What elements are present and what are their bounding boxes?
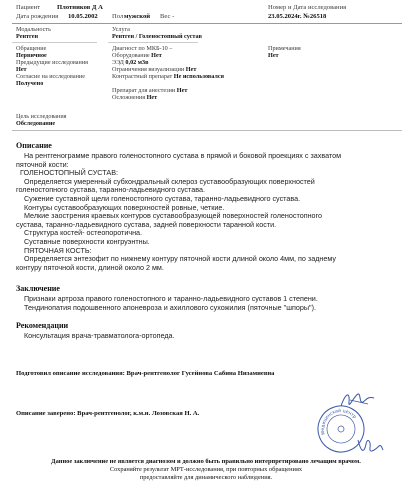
birth-date: 10.05.2002 [68, 13, 98, 20]
conclusion-title: Заключение [16, 284, 60, 293]
header-rule [12, 23, 402, 24]
description-line: Мелкие заострения краевых контуров суставообразующей поверхностей голеностопного [16, 211, 323, 221]
diag-label: Диагност по МКБ-10 – [112, 45, 173, 52]
meta-rule-mid [108, 42, 198, 43]
description-line: Контуры суставообразующих поверхностей ровные, четкие. [16, 202, 225, 212]
verified-by: Описание заверено: Врач-рентгенолог, к.м.н. Лозовская Н. А. [16, 410, 200, 417]
sex-value: мужской [124, 13, 151, 20]
prepared-by: Подготовил описание исследования: Врач-рентгенолог Гусейнова Сабина Низамиевна [16, 370, 275, 377]
patient-label: Пациент [16, 4, 41, 11]
referral-label: Обращение [16, 45, 47, 52]
birth-label: Дата рождения [16, 13, 59, 20]
anesth-label: Препарат для анестезии [112, 87, 176, 94]
weight-label: Вес - [160, 13, 175, 20]
description-line: Определяется энтезофит по нижнему контуру пяточной кости длиной около 4мм, по заднему [16, 254, 336, 264]
conclusion-line: Признаки артроза правого голеностопного и таранно-ладьевидного суставов 1 степени. [16, 294, 318, 303]
description-line: Суставные поверхности конгруэнтны. [16, 236, 150, 246]
goal-value: Обследование [16, 120, 56, 127]
prev-value: Нет [16, 66, 27, 73]
contrast-label: Контрастный препарат [112, 73, 173, 80]
referral-value: Первичное [16, 52, 47, 59]
visual-label: Ограничения визуализации [112, 66, 185, 73]
sex-label: Пол [112, 13, 124, 20]
recommendations-body [16, 332, 402, 341]
conclusion-body [16, 295, 402, 312]
compl-value: Нет [146, 94, 158, 101]
conclusion-line: Тендинопатия подошвенного апоневроза и ахиллового сухожилия (пяточные "шпоры"). [16, 302, 316, 312]
dose-label: ЭЭД [112, 59, 124, 66]
equip-label: Оборудование [112, 52, 150, 59]
description-line: Определяется умеренный субхондральный склероз суставообразующих поверхностей [16, 176, 315, 186]
meta-bottom-rule [12, 130, 402, 131]
description-line: На рентгенограмме правого голеностопного сустава в прямой и боковой проекциях с захватом [16, 151, 342, 160]
modality-value: Рентген [16, 33, 39, 40]
recommendations-title: Рекомендации [16, 321, 69, 330]
compl-row [112, 94, 157, 101]
description-line: голеностопного сустава, таранно-ладьевидного сустава. [16, 185, 205, 195]
stamp [316, 404, 366, 454]
description-line: ПЯТОЧНАЯ КОСТЬ: [16, 245, 92, 255]
footer-dynamic: предоставляйте для динамического наблюдения. [139, 474, 273, 481]
recommendation-line: Консультация врача-травматолога-ортопеда. [16, 331, 175, 340]
service-label: Услуга [112, 26, 130, 33]
notes-label: Примечания [268, 45, 301, 52]
compl-label: Осложнения [112, 94, 146, 101]
stamp-text: Медицинский центр [320, 408, 357, 435]
consent-label: Согласие на исследование [16, 73, 85, 80]
footer-keep-result: Сохраняйте результат МРТ-исследования, при повторных обращениях [109, 466, 303, 473]
dose-value: 0,02 м3в [125, 59, 149, 66]
notes-value: Нет [268, 52, 279, 59]
anesth-value: Нет [176, 87, 188, 94]
number-value: 23.05.2024г. №26518 [268, 13, 327, 20]
description-line: ГОЛЕНОСТОПНЫЙ СУСТАВ: [16, 168, 118, 178]
description-line: Сужение суставной щели голеностопного сустава, таранно-ладьевидного сустава. [16, 193, 301, 203]
visual-value: Нет [185, 66, 197, 73]
modality-label: Модальность [16, 26, 51, 33]
description-line: контуру пяточной кости, длиной около 2 мм. [16, 262, 164, 272]
description-body [16, 152, 402, 272]
footer-disclaimer: Данное заключение не является диагнозом и должно быть правильно интерпретировано лечащим врачом. [51, 458, 361, 465]
description-line: сустава, таранно-ладьевидного сустава, задней поверхности таранной кости. [16, 219, 277, 229]
equip-value: Нет [151, 52, 162, 59]
number-label: Номер и Дата исследования [268, 4, 347, 11]
description-line: Структура костей- остеопоротична. [16, 228, 143, 238]
goal-label: Цель исследования [16, 113, 67, 120]
patient-name: Плотников Д А [57, 4, 103, 11]
description-title: Описание [16, 141, 52, 150]
consent-value: Получено [16, 80, 44, 87]
contrast-row [112, 73, 224, 80]
description-line: пяточной кости: [16, 159, 69, 169]
contrast-value: Не использовался [173, 73, 224, 80]
service-value: Рентген / Голеностопный сустав [112, 33, 202, 40]
prev-label: Предыдущие исследования [16, 59, 88, 66]
meta-rule-left [12, 42, 97, 43]
